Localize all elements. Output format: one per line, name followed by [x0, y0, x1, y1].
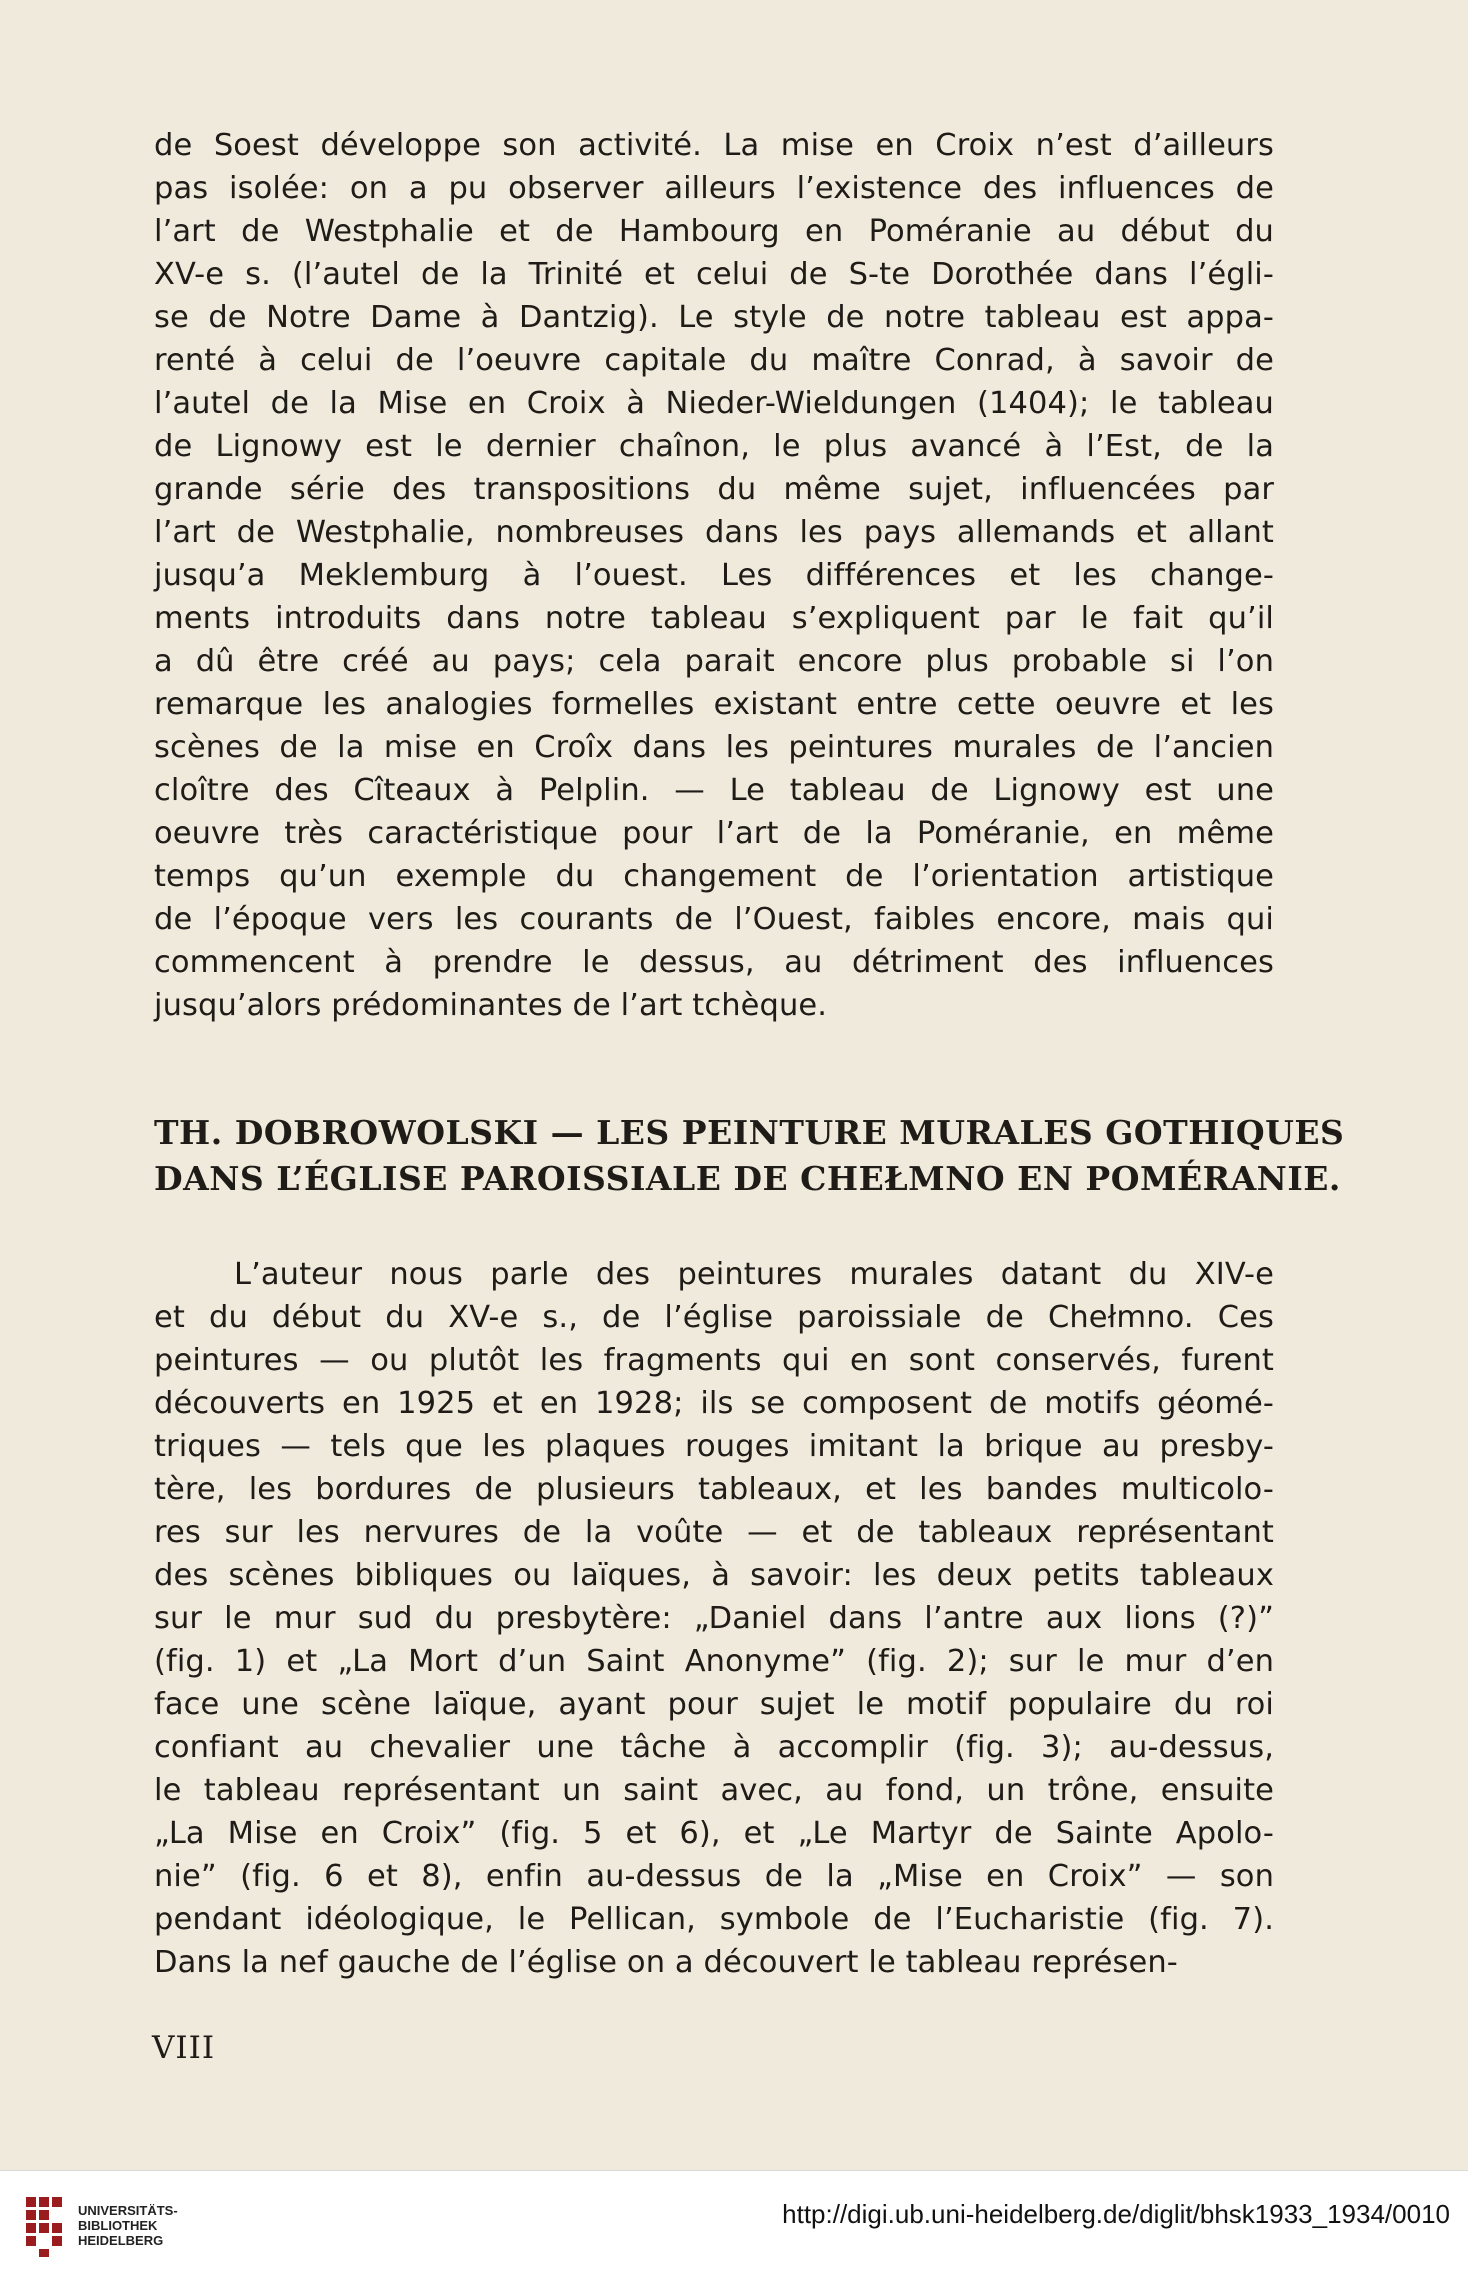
- text-line: face une scène laïque, ayant pour sujet le motif populaire du roi: [154, 1687, 1274, 1722]
- text-line: l’art de Westphalie et de Hambourg en Poméranie au début du: [154, 214, 1274, 249]
- text-line: L’auteur nous parle des peintures murales datant du XIV-e: [234, 1257, 1274, 1292]
- text-line: découverts en 1925 et en 1928; ils se composent de motifs géomé-: [154, 1386, 1274, 1421]
- page-signature-mark: VIII: [152, 2030, 216, 2066]
- text-line: et du début du XV-e s., de l’église paroissiale de Chełmno. Ces: [154, 1300, 1274, 1335]
- text-line: a dû être créé au pays; cela parait encore plus probable si l’on: [154, 644, 1274, 679]
- text-line: (fig. 1) et „La Mort d’un Saint Anonyme” (fig. 2); sur le mur d’en: [154, 1644, 1274, 1679]
- text-line: confiant au chevalier une tâche à accomplir (fig. 3); au-dessus,: [154, 1730, 1274, 1765]
- text-line: le tableau représentant un saint avec, au fond, un trône, ensuite: [154, 1773, 1274, 1808]
- text-line: nie” (fig. 6 et 8), enfin au-dessus de la „Mise en Croix” — son: [154, 1859, 1274, 1894]
- text-line: remarque les analogies formelles existant entre cette oeuvre et les: [154, 687, 1274, 722]
- text-line: sur le mur sud du presbytère: „Daniel dans l’antre aux lions (?)”: [154, 1601, 1274, 1636]
- text-line: pas isolée: on a pu observer ailleurs l’existence des influences de: [154, 171, 1274, 206]
- heading-line: TH. DOBROWOLSKI — LES PEINTURE MURALES GOTHIQUES: [154, 1113, 1345, 1152]
- text-line: „La Mise en Croix” (fig. 5 et 6), et „Le Martyr de Sainte Apolo-: [154, 1816, 1274, 1851]
- text-line: de Soest développe son activité. La mise en Croix n’est d’ailleurs: [154, 128, 1274, 163]
- text-line: jusqu’a Meklemburg à l’ouest. Les différences et les change-: [154, 558, 1274, 593]
- text-line: scènes de la mise en Croîx dans les peintures murales de l’ancien: [154, 730, 1274, 765]
- text-line: tère, les bordures de plusieurs tableaux, et les bandes multicolo-: [154, 1472, 1274, 1507]
- text-line: Dans la nef gauche de l’église on a découvert le tableau représen-: [154, 1945, 1178, 1980]
- library-footer-bar: [0, 2170, 1468, 2281]
- heading-line: DANS L’ÉGLISE PAROISSIALE DE CHEŁMNO EN POMÉRANIE.: [154, 1159, 1341, 1198]
- text-line: res sur les nervures de la voûte — et de tableaux représentant: [154, 1515, 1274, 1550]
- library-name-line: BIBLIOTHEK: [78, 2218, 158, 2233]
- text-line: se de Notre Dame à Dantzig). Le style de notre tableau est appa-: [154, 300, 1274, 335]
- library-name-line: HEIDELBERG: [78, 2233, 164, 2248]
- text-line: l’art de Westphalie, nombreuses dans les pays allemands et allant: [154, 515, 1274, 550]
- text-line: pendant idéologique, le Pellican, symbole de l’Eucharistie (fig. 7).: [154, 1902, 1274, 1937]
- text-line: peintures — ou plutôt les fragments qui en sont conservés, furent: [154, 1343, 1274, 1378]
- permalink-url[interactable]: http://digi.ub.uni-heidelberg.de/diglit/bhsk1933_1934/0010: [782, 2199, 1450, 2229]
- text-line: ments introduits dans notre tableau s’expliquent par le fait qu’il: [154, 601, 1274, 636]
- text-line: oeuvre très caractéristique pour l’art de la Poméranie, en même: [154, 816, 1274, 851]
- text-line: XV-e s. (l’autel de la Trinité et celui de S-te Dorothée dans l’égli-: [154, 257, 1274, 292]
- text-line: renté à celui de l’oeuvre capitale du maître Conrad, à savoir de: [154, 343, 1274, 378]
- text-line: cloître des Cîteaux à Pelplin. — Le tableau de Lignowy est une: [154, 773, 1274, 808]
- text-line: jusqu’alors prédominantes de l’art tchèque.: [154, 988, 828, 1023]
- text-line: des scènes bibliques ou laïques, à savoir: les deux petits tableaux: [154, 1558, 1274, 1593]
- university-library-logo: [22, 2193, 66, 2259]
- text-line: triques — tels que les plaques rouges imitant la brique au presby-: [154, 1429, 1274, 1464]
- library-name-line: UNIVERSITÄTS-: [78, 2203, 178, 2218]
- text-line: temps qu’un exemple du changement de l’orientation artistique: [154, 859, 1274, 894]
- text-line: l’autel de la Mise en Croix à Nieder-Wieldungen (1404); le tableau: [154, 386, 1274, 421]
- text-line: de l’époque vers les courants de l’Ouest, faibles encore, mais qui: [154, 902, 1274, 937]
- library-name: [78, 2203, 178, 2248]
- text-line: commencent à prendre le dessus, au détriment des influences: [154, 945, 1274, 980]
- text-line: de Lignowy est le dernier chaînon, le plus avancé à l’Est, de la: [154, 429, 1274, 464]
- text-line: grande série des transpositions du même sujet, influencées par: [154, 472, 1274, 507]
